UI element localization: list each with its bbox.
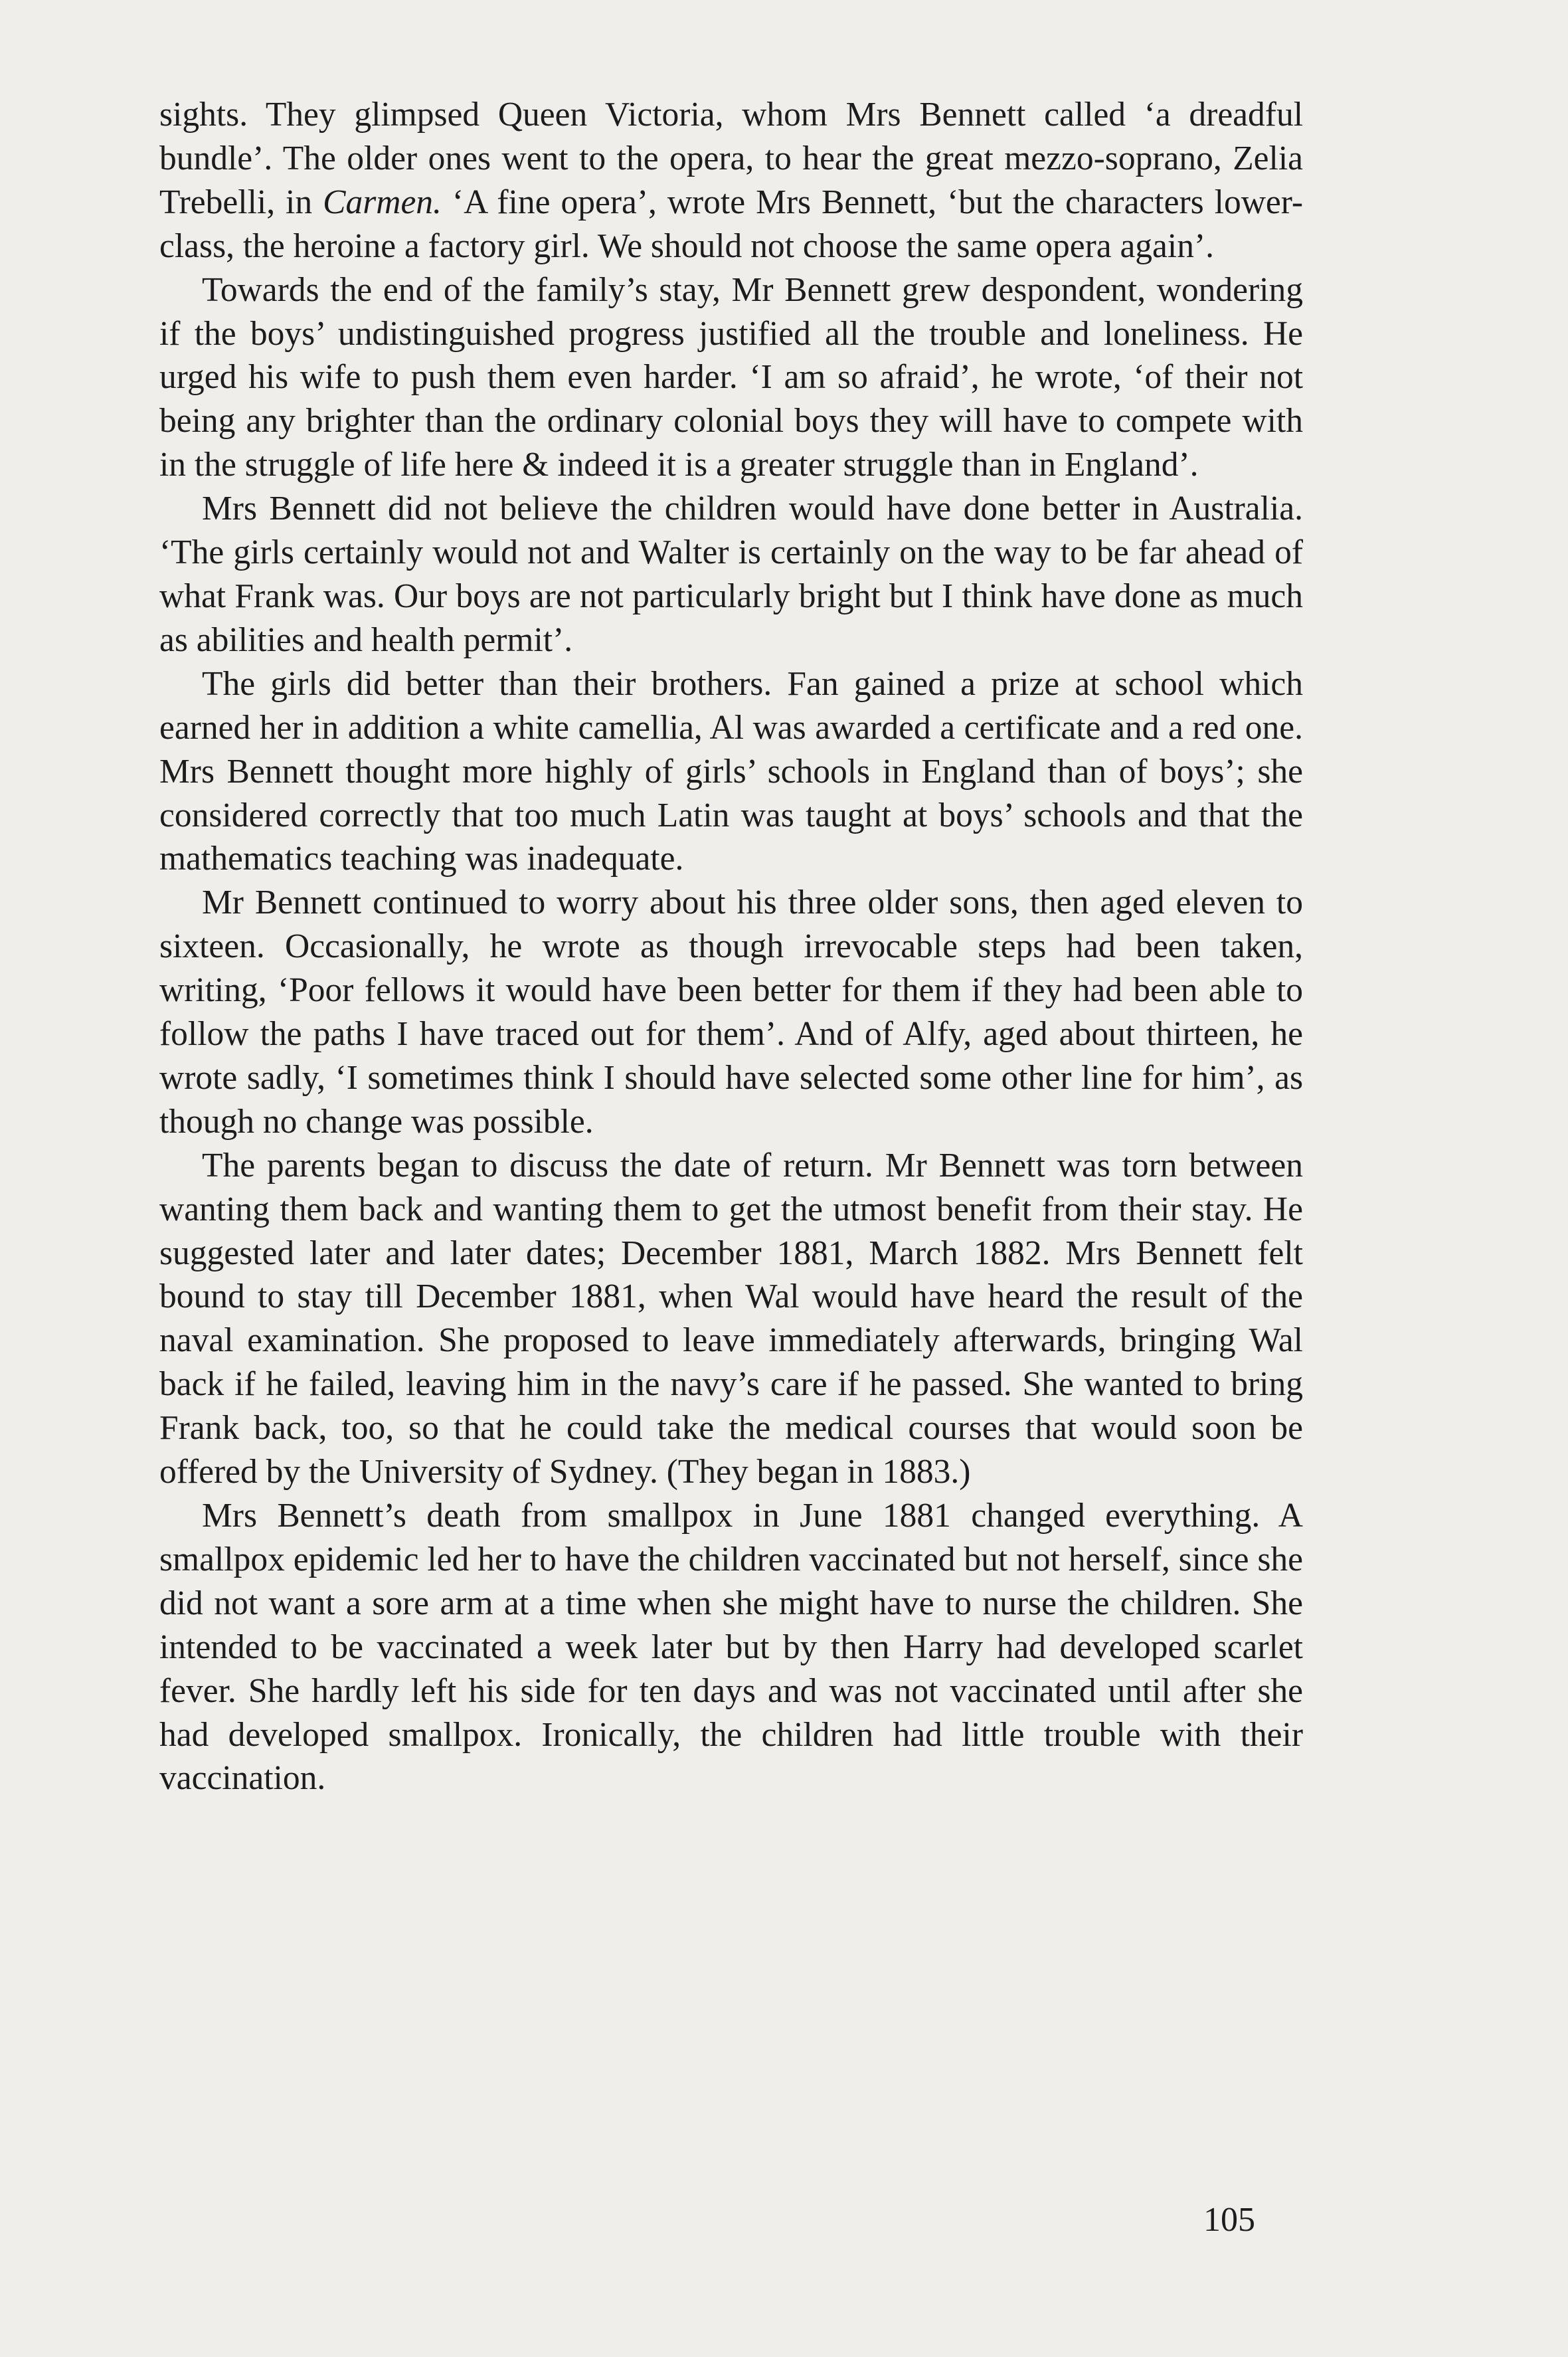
paragraph-5: Mr Bennett continued to worry about his three older sons, then aged eleven to sixteen. Occasionally, he wrote as though irrevocable steps had been taken, writing, ‘Poor fellows it would have been better for them if they had been able to follow the paths I have traced out for them’. And of Alfy, aged about thirteen, he wrote sadly, ‘I sometimes think I should have selected some other line for him’, as though no change was possible. xyxy=(159,884,1303,1141)
paragraph-3: Mrs Bennett did not believe the children would have done better in Australia. ‘The girls certainly would not and Walter is certainly on the way to be far ahead of what Frank was. Our boys are not particularly bright but I think have done as much as abilities and health permit’. xyxy=(159,490,1303,659)
paragraph-6: The parents began to discuss the date of return. Mr Bennett was torn between wanting them back and wanting them to get the utmost benefit from their stay. He suggested later and later dates; December 1881, March 1882. Mrs Bennett felt bound to stay till December 1881, when Wal would have heard the result of the naval examination. She proposed to leave immediately afterwards, bringing Wal back if he failed, leaving him in the navy’s care if he passed. She wanted to bring Frank back, too, so that he could take the medical courses that would soon be offered by the University of Sydney. (They began in 1883.) xyxy=(159,1146,1303,1491)
opera-title-italic: Carmen. xyxy=(323,183,442,221)
body-text xyxy=(159,93,1303,1800)
page-number: 105 xyxy=(1203,2201,1255,2239)
paragraph-7: Mrs Bennett’s death from smallpox in June 1881 changed everything. A smallpox epidemic led her to have the children vaccinated but not herself, since she did not want a sore arm at a time when she might have to nurse the children. She intended to be vaccinated a week later but by then Harry had developed scarlet fever. She hardly left his side for ten days and was not vaccinated until after she had developed smallpox. Ironically, the children had little trouble with their vaccination. xyxy=(159,1497,1303,1798)
paragraph-1-text-a: sights. They glimpsed Queen Victoria, whom Mrs Bennett called ‘a dreadful bundle’. The older ones went to the opera, to hear the great mezzo-soprano, Zelia Trebelli, in xyxy=(159,96,1303,221)
paragraph-1-text-b: ‘A fine opera’, wrote Mrs Bennett, ‘but the characters lower-class, the heroine a factory girl. We should not choose the same opera again’. xyxy=(159,183,1304,265)
paragraph-2: Towards the end of the family’s stay, Mr Bennett grew despondent, wondering if the boys’ undistinguished progress justified all the trouble and loneliness. He urged his wife to push them even harder. ‘I am so afraid’, he wrote, ‘of their not being any brighter than the ordinary colonial boys they will have to compete with in the struggle of life here & indeed it is a greater struggle than in England’. xyxy=(159,270,1303,484)
paragraph-1 xyxy=(159,93,1303,268)
paragraph-4: The girls did better than their brothers. Fan gained a prize at school which earned her in addition a white camellia, Al was awarded a certificate and a red one. Mrs Bennett thought more highly of girls’ schools in England than of boys’; she considered correctly that too much Latin was taught at boys’ schools and that the mathematics teaching was inadequate. xyxy=(159,664,1303,878)
